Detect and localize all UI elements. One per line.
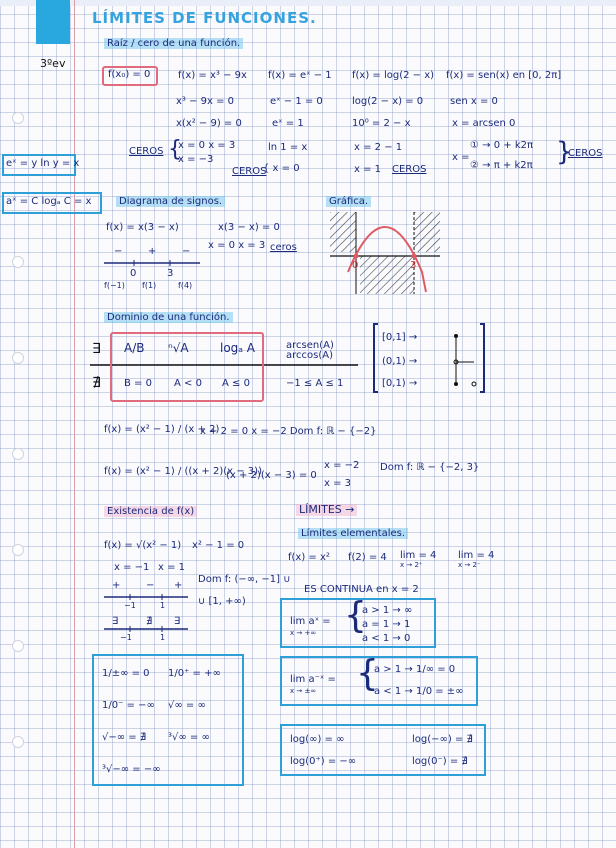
fn1-sol1: x = 0 x = 3 xyxy=(178,140,236,151)
parabola-graph xyxy=(330,212,440,294)
limits-lim2-sub: x → 2⁻ xyxy=(458,561,481,569)
fn2-step1: eˣ − 1 = 0 xyxy=(270,96,323,107)
basic-l3: 1/0⁻ = −∞ xyxy=(102,700,155,711)
eval-1: f(−1) xyxy=(104,281,125,290)
punch-hole xyxy=(12,736,24,748)
domain-fraction: A/B xyxy=(124,341,145,355)
fn3-step3: x = 2 − 1 xyxy=(354,142,403,153)
basic-l6: ³√∞ = ∞ xyxy=(168,732,210,743)
fn4-step2: x = arcsen 0 xyxy=(452,118,516,129)
basic-l2: 1/0⁺ = +∞ xyxy=(168,668,221,679)
existence-row2: ∃ xyxy=(174,616,181,627)
domain-n4: −1 ≤ A ≤ 1 xyxy=(286,378,344,389)
fn2-def: f(x) = eˣ − 1 xyxy=(268,70,332,81)
domain-n1: B = 0 xyxy=(124,378,152,389)
basic-l4: √∞ = ∞ xyxy=(168,700,206,711)
domain-ex1-sol: x + 2 = 0 x = −2 Dom f: ℝ − {−2} xyxy=(200,426,377,437)
ceros-label: CEROS xyxy=(392,164,427,175)
not-exists-symbol: ∄ xyxy=(92,375,101,391)
box2-sub: x → ±∞ xyxy=(290,687,317,695)
box1-c2: a = 1 → 1 xyxy=(362,619,411,630)
fn3-def: f(x) = log(2 − x) xyxy=(352,70,435,81)
existence-line xyxy=(104,626,190,634)
ceros-label: ceros xyxy=(270,242,297,253)
box1-c1: a > 1 → ∞ xyxy=(362,605,413,616)
graph-label-3: 3 xyxy=(410,260,417,271)
page-title: LÍMITES DE FUNCIONES. xyxy=(92,9,317,27)
side-note-log: aˣ = C logₐ C = x xyxy=(6,196,92,207)
limits-continuity: ES CONTINUA en x = 2 xyxy=(304,584,419,595)
fn4-case2: ② → π + k2π xyxy=(470,160,533,171)
existence-tick: −1 xyxy=(124,601,136,610)
tick-3: 3 xyxy=(167,268,174,279)
box3-d: log(0⁻) = ∄ xyxy=(412,756,468,767)
ceros-label: CEROS xyxy=(129,146,164,157)
sign-plus: + xyxy=(148,246,157,257)
box3-a: log(∞) = ∞ xyxy=(290,734,345,745)
sign-minus: − xyxy=(182,246,191,257)
exists-symbol: ∃ xyxy=(92,341,101,357)
brace: { xyxy=(168,137,182,162)
signs-eq: x(3 − x) = 0 xyxy=(218,222,280,233)
brace: } xyxy=(556,137,573,167)
box3-c: log(0⁺) = −∞ xyxy=(290,756,357,767)
fn4-step1: sen x = 0 xyxy=(450,96,498,107)
existence-sign: + xyxy=(112,580,121,591)
domain-ex2-s2: x = 3 xyxy=(324,478,352,489)
domain-arccos: arccos(A) xyxy=(286,350,333,361)
domain-ex2-s1: x = −2 xyxy=(324,460,360,471)
margin-line xyxy=(74,0,75,848)
fn4-case1: ① → 0 + k2π xyxy=(470,140,533,151)
fn1-sol2: x = −3 xyxy=(178,154,214,165)
signs-heading: Diagrama de signos. xyxy=(116,196,225,207)
basic-l7: ³√−∞ = −∞ xyxy=(102,764,161,775)
blue-tab xyxy=(36,0,70,44)
root-definition: f(x₀) = 0 xyxy=(108,69,151,80)
box1-c3: a < 1 → 0 xyxy=(362,633,411,644)
basic-l1: 1/±∞ = 0 xyxy=(102,668,150,679)
limits-subheading: Límites elementales. xyxy=(298,528,408,539)
domain-root: ⁿ√A xyxy=(168,341,189,355)
box1-sub: x → +∞ xyxy=(290,629,317,637)
domain-ex2-eq: (x + 2)(x − 3) = 0 xyxy=(226,470,317,481)
brace: { xyxy=(344,595,367,636)
domain-ex1-fn: f(x) = (x² − 1) / (x + 2) xyxy=(104,424,220,435)
fn3-step2: 10⁰ = 2 − x xyxy=(352,118,411,129)
signs-fn: f(x) = x(3 − x) xyxy=(106,222,179,233)
roots-heading: Raíz / cero de una función. xyxy=(104,38,243,49)
box2-c1: a > 1 → 1/∞ = 0 xyxy=(374,664,456,675)
limits-lim2: lim = 4 xyxy=(458,550,495,561)
domain-arcsen: arcsen(A) xyxy=(286,340,334,351)
existence-tick: 1 xyxy=(160,633,166,642)
fn4-x: x = xyxy=(452,152,470,163)
punch-hole xyxy=(12,448,24,460)
interval-half: [0,1) → xyxy=(382,378,418,389)
box2-c2: a < 1 → 1/0 = ±∞ xyxy=(374,686,464,697)
existence-eq: x² − 1 = 0 xyxy=(192,540,245,551)
punch-hole xyxy=(12,640,24,652)
fn3-sol: x = 1 xyxy=(354,164,382,175)
existence-dom2: ∪ [1, +∞) xyxy=(198,596,246,607)
existence-r1: x = −1 xyxy=(114,562,150,573)
graph-heading: Gráfica. xyxy=(326,196,371,207)
basic-l5: √−∞ = ∄ xyxy=(102,732,147,743)
interval-closed: [0,1] → xyxy=(382,332,418,343)
domain-n3: A ≤ 0 xyxy=(222,378,250,389)
domain-log: logₐ A xyxy=(220,341,256,355)
punch-hole xyxy=(12,112,24,124)
existence-dom1: Dom f: (−∞, −1] ∪ xyxy=(198,574,291,585)
existence-line xyxy=(104,594,190,602)
fn2-step2: eˣ = 1 xyxy=(272,118,304,129)
fn4-def: f(x) = sen(x) en [0, 2π] xyxy=(446,70,562,81)
existence-sign: − xyxy=(146,580,155,591)
eval-2: f(1) xyxy=(142,281,157,290)
punch-hole xyxy=(12,256,24,268)
limits-f2: f(2) = 4 xyxy=(348,552,387,563)
existence-sign: + xyxy=(174,580,183,591)
graph-label-0: 0 xyxy=(352,260,359,271)
top-strip xyxy=(0,0,616,6)
existence-r2: x = 1 xyxy=(158,562,186,573)
fn2-sol: { x = 0 xyxy=(263,163,300,174)
limits-fx: f(x) = x² xyxy=(288,552,330,563)
existence-heading: Existencia de f(x) xyxy=(104,506,197,517)
signs-sol: x = 0 x = 3 xyxy=(208,240,266,251)
box1-lim: lim aˣ = xyxy=(290,616,331,627)
domain-n2: A < 0 xyxy=(174,378,202,389)
limits-lim1: lim = 4 xyxy=(400,550,437,561)
domain-heading: Dominio de una función. xyxy=(104,312,233,323)
existence-tick: 1 xyxy=(160,601,166,610)
existence-row2: ∃ xyxy=(112,616,119,627)
course-label: 3ºev xyxy=(40,57,66,70)
fn2-step3: ln 1 = x xyxy=(268,142,308,153)
brace: { xyxy=(356,653,379,694)
ceros-label: CEROS xyxy=(232,166,267,177)
existence-fn: f(x) = √(x² − 1) xyxy=(104,540,182,551)
existence-tick: −1 xyxy=(120,633,132,642)
sign-line xyxy=(104,260,204,268)
existence-row2: ∄ xyxy=(146,616,153,627)
limits-heading: LÍMITES → xyxy=(296,504,357,516)
box2-lim: lim a⁻ˣ = xyxy=(290,674,336,685)
domain-ex2-dom: Dom f: ℝ − {−2, 3} xyxy=(380,462,480,473)
eval-3: f(4) xyxy=(178,281,193,290)
domain-ex2-fn: f(x) = (x² − 1) / ((x + 2)(x − 3)) xyxy=(104,466,262,477)
fn1-def: f(x) = x³ − 9x xyxy=(178,70,247,81)
limits-lim1-sub: x → 2⁺ xyxy=(400,561,423,569)
punch-hole xyxy=(12,544,24,556)
sign-minus: − xyxy=(114,246,123,257)
side-note-exp: eˣ = y ln y = x xyxy=(6,158,80,169)
fn1-step1: x³ − 9x = 0 xyxy=(176,96,235,107)
interval-open: (0,1) → xyxy=(382,356,418,367)
box3-b: log(−∞) = ∄ xyxy=(412,734,473,745)
punch-hole xyxy=(12,352,24,364)
tick-0: 0 xyxy=(130,268,137,279)
fn1-step2: x(x² − 9) = 0 xyxy=(176,118,242,129)
fn3-step1: log(2 − x) = 0 xyxy=(352,96,424,107)
ceros-label: CEROS xyxy=(568,148,603,159)
